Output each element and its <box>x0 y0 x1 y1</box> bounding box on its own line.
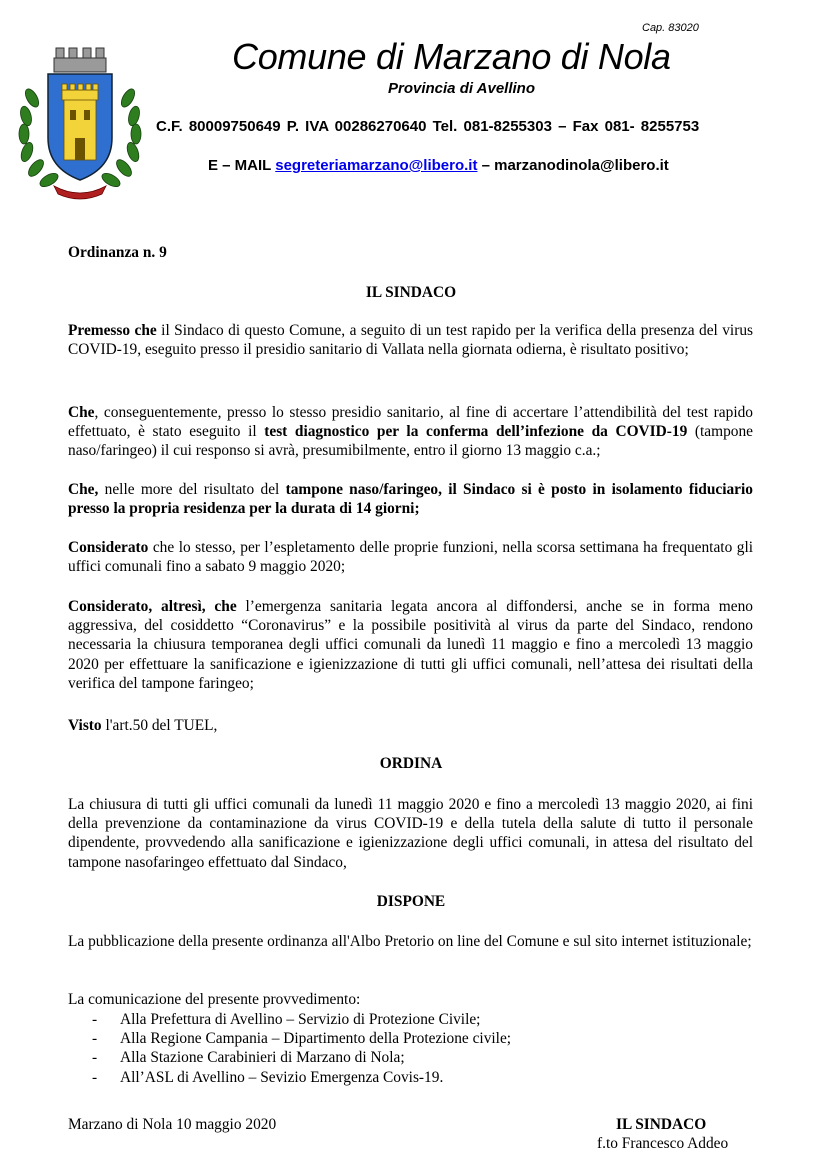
list-item: - Alla Prefettura di Avellino – Servizio di Protezione Civile; <box>90 1010 511 1029</box>
date-place: Marzano di Nola 10 maggio 2020 <box>68 1116 277 1133</box>
p1-bold: Premesso che <box>68 322 157 339</box>
signature-title: IL SINDACO <box>616 1116 707 1133</box>
list-item: - Alla Regione Campania – Dipartimento della Protezione civile; <box>90 1029 511 1048</box>
postal-code: Cap. 83020 <box>642 22 699 34</box>
list-item: - All’ASL di Avellino – Sevizio Emergenza Covis-19. <box>90 1068 511 1087</box>
municipality-title: Comune di Marzano di Nola <box>232 36 671 77</box>
paragraph-che-2 <box>68 480 753 518</box>
p5-bold: Considerato, altresì, che <box>68 598 237 615</box>
ordinance-number: Ordinanza n. 9 <box>68 244 167 261</box>
p3-bold: Che, <box>68 481 99 498</box>
signature-name: f.to Francesco Addeo <box>597 1135 729 1152</box>
province-subtitle: Provincia di Avellino <box>388 80 535 97</box>
paragraph-premesso <box>68 321 753 359</box>
p2-bold-b: test diagnostico per la conferma dell’infezione da COVID-19 <box>264 423 688 441</box>
p5-text: l’emergenza sanitaria legata ancora al diffondersi, anche se in forma meno aggressiva, del cosiddetto “Coronavirus” e la possibile positività al virus da parte del Sindaco, rendono necessaria la chiusura temporanea degli uffici comunali da lunedì 11 maggio e fino a mercoledì 13 maggio 2020 per effettuare la sanificazione e igienizzazione di tutti gli uffici comunali, nell’attesa dei risultati della verifica del tampone faringeo; <box>68 598 754 692</box>
paragraph-pubblicazione: La pubblicazione della presente ordinanza all'Albo Pretorio on line del Comune e sul sito internet istituzionale; <box>68 933 752 950</box>
paragraph-considerato-1 <box>68 538 753 576</box>
p4-bold: Considerato <box>68 539 149 556</box>
email-suffix: – marzanodinola@libero.it <box>477 157 669 174</box>
email-link[interactable]: segreteriamarzano@libero.it <box>275 157 478 174</box>
p2-text-a: , conseguentemente, presso lo stesso presidio sanitario, al fine di accertare l’attendibilità del test rapido effettuato, è stato eseguito il <box>68 404 753 441</box>
paragraph-considerato-2 <box>68 597 753 693</box>
p2-bold: Che <box>68 404 95 421</box>
fiscal-contact-line: C.F. 80009750649 P. IVA 00286270640 Tel. 081-8255303 – Fax 081- 8255753 <box>156 118 700 135</box>
communication-title: La comunicazione del presente provvedimento: <box>68 991 361 1008</box>
communication-list <box>90 1010 511 1087</box>
heading-il-sindaco: IL SINDACO <box>365 284 457 301</box>
paragraph-che-1 <box>68 403 753 461</box>
visto-text: l'art.50 del TUEL, <box>101 717 218 734</box>
heading-dispone: DISPONE <box>376 893 446 910</box>
visto-bold: Visto <box>68 717 102 734</box>
email-prefix: E – MAIL <box>208 157 276 174</box>
p3-text: nelle more del risultato del <box>98 481 286 498</box>
list-item: - Alla Stazione Carabinieri di Marzano di Nola; <box>90 1048 511 1067</box>
p2-text-c: (tampone naso/faringeo) il cui responso si avrà, presumibilmente, entro il giorno 13 maggio c.a.; <box>68 423 753 460</box>
municipal-coat-of-arms <box>14 38 146 202</box>
p4-text: che lo stesso, per l’espletamento delle proprie funzioni, nella scorsa settimana ha frequentato gli uffici comunali fino a sabato 9 maggio 2020; <box>68 539 753 576</box>
heading-ordina: ORDINA <box>379 755 443 772</box>
paragraph-visto <box>68 716 217 735</box>
email-line <box>208 157 669 174</box>
paragraph-ordina: La chiusura di tutti gli uffici comunali da lunedì 11 maggio 2020 e fino a mercoledì 13 maggio 2020, ai fini della prevenzione da contaminazione da virus COVID-19 e della tutela della salute di tutto il personale dipendente, provvedendo alla sanificazione e igienizzazione degli uffici comunali, in attesa del risultato del tampone nasofaringeo effettuato dal Sindaco, <box>68 796 753 871</box>
p3-bold-b: tampone naso/faringeo, il Sindaco si è posto in isolamento fiduciario presso la propria residenza per la durata di 14 giorni; <box>68 481 753 518</box>
p1-text: il Sindaco di questo Comune, a seguito di un test rapido per la verifica della presenza del virus COVID-19, eseguito presso il presidio sanitario di Vallata nella giornata odierna, è risultato positivo; <box>68 322 754 359</box>
